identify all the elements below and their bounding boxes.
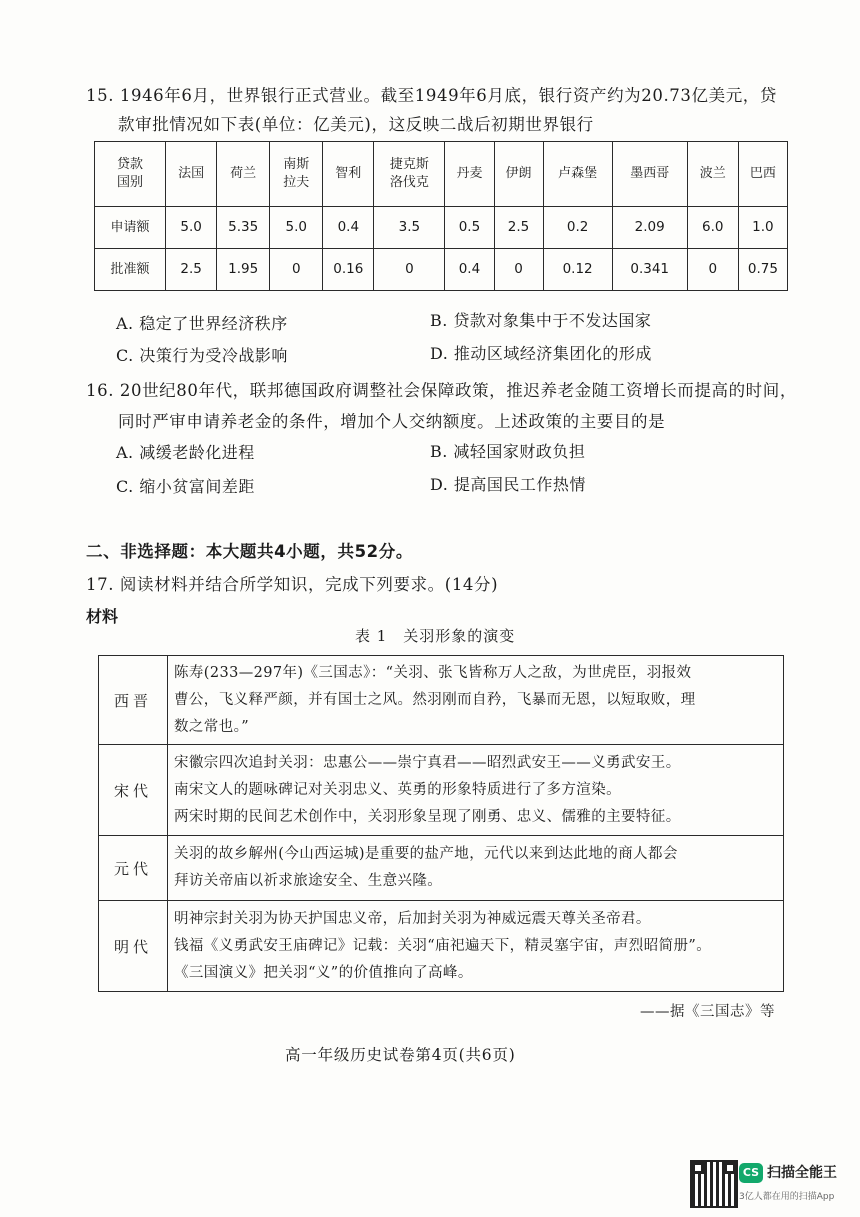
content-line: 两宋时期的民间艺术创作中，关羽形象呈现了刚勇、忠义、儒雅的主要特征。 (174, 808, 681, 825)
header-cell-brazil: 巴西 (738, 142, 787, 207)
table-row (99, 901, 784, 992)
table-cell: 2.5 (166, 249, 217, 291)
content-cell (168, 901, 784, 992)
header-cell-yugoslavia: 南斯 拉夫 (270, 142, 323, 207)
content-line: 关羽的故乡解州(今山西运城)是重要的盐产地，元代以来到达此地的商人都会 (174, 846, 678, 862)
table-title: 表 1 关羽形象的演变 (355, 627, 516, 645)
loan-table-header-row (95, 142, 788, 207)
content-line: 拜访关帝庙以祈求旅途安全、生意兴隆。 (174, 873, 443, 889)
content-line: 明神宗封关羽为协天护国忠义帝，后加封关羽为神威远震天尊关圣帝君。 (174, 910, 651, 927)
era-cell: 宋代 (99, 745, 168, 836)
loan-table (94, 141, 788, 291)
header-cell-iran: 伊朗 (494, 142, 543, 207)
q16-stem-line2: 同时严审申请养老金的条件，增加个人交纳额度。上述政策的主要目的是 (118, 412, 666, 431)
table-cell: 0.75 (738, 249, 787, 291)
q15-option-b: B. 贷款对象集中于不发达国家 (430, 311, 652, 330)
header-cell-label: 贷款 国别 (95, 142, 166, 207)
q16-option-c: C. 缩小贫富间差距 (116, 477, 255, 496)
header-cell-netherlands: 荷兰 (217, 142, 270, 207)
content-line: 宋徽宗四次追封关羽：忠惠公——崇宁真君——昭烈武安王——义勇武安王。 (174, 754, 681, 771)
table-cell: 0 (687, 249, 738, 291)
row-label-approved: 批准额 (95, 249, 166, 291)
q15-option-d: D. 推动区域经济集团化的形成 (430, 344, 652, 363)
scanner-slogan: 3亿人都在用的扫描App (739, 1192, 835, 1202)
era-cell: 西晋 (99, 656, 168, 745)
q15-stem-line2: 款审批情况如下表(单位：亿美元)，这反映二战后初期世界银行 (118, 115, 594, 134)
table-cell: 0.16 (323, 249, 374, 291)
table-row (99, 836, 784, 901)
table-cell: 2.5 (494, 207, 543, 249)
content-line: 数之常也。” (174, 718, 250, 735)
q15-option-a: A. 稳定了世界经济秩序 (116, 314, 288, 333)
table-cell: 0.2 (543, 207, 612, 249)
content-line: 《三国演义》把关羽“义”的价值推向了高峰。 (174, 964, 473, 981)
table-cell: 0.5 (445, 207, 494, 249)
table-row (99, 656, 784, 745)
content-line: 曹公，飞义释严颜，并有国士之风。然羽刚而自矜，飞暴而无恩，以短取败，理 (174, 691, 696, 708)
table-cell: 5.0 (166, 207, 217, 249)
table-cell: 5.0 (270, 207, 323, 249)
header-cell-denmark: 丹麦 (445, 142, 494, 207)
header-cell-luxembourg: 卢森堡 (543, 142, 612, 207)
table-cell: 2.09 (612, 207, 687, 249)
content-line: 南宋文人的题咏碑记对关羽忠义、英勇的形象特质进行了多方渲染。 (174, 781, 621, 798)
source-citation: ——据《三国志》等 (640, 1004, 775, 1020)
table-cell: 3.5 (374, 207, 445, 249)
table-cell: 1.95 (217, 249, 270, 291)
section-heading: 二、非选择题：本大题共4小题，共52分。 (86, 542, 413, 561)
header-cell-czechoslovakia: 捷克斯 洛伐克 (374, 142, 445, 207)
header-cell-chile: 智利 (323, 142, 374, 207)
loan-table-row-applied (95, 207, 788, 249)
q15-stem-line1: 15. 1946年6月，世界银行正式营业。截至1949年6月底，银行资产约为20.73亿美元，贷 (86, 86, 777, 105)
q16-option-b: B. 减轻国家财政负担 (430, 442, 586, 461)
table-cell: 0.341 (612, 249, 687, 291)
table-row (99, 745, 784, 836)
q17-stem: 17. 阅读材料并结合所学知识，完成下列要求。(14分) (86, 575, 499, 594)
table-cell: 0.12 (543, 249, 612, 291)
table-cell: 0 (374, 249, 445, 291)
qr-code-icon (690, 1160, 738, 1208)
material-label: 材料 (86, 607, 119, 626)
header-cell-poland: 波兰 (687, 142, 738, 207)
table-cell: 0 (494, 249, 543, 291)
q15-option-c: C. 决策行为受冷战影响 (116, 346, 288, 365)
era-cell: 明代 (99, 901, 168, 992)
loan-table-row-approved (95, 249, 788, 291)
content-cell (168, 656, 784, 745)
q16-option-a: A. 减缓老龄化进程 (116, 443, 255, 462)
table-cell: 5.35 (217, 207, 270, 249)
row-label-applied: 申请额 (95, 207, 166, 249)
content-line: 钱福《义勇武安王庙碑记》记载：关羽“庙祀遍天下，精灵塞宇宙，声烈昭简册”。 (174, 937, 712, 954)
content-cell (168, 745, 784, 836)
q16-stem-line1: 16. 20世纪80年代，联邦德国政府调整社会保障政策，推迟养老金随工资增长而提高的时间， (86, 381, 797, 400)
content-line: 陈寿(233—297年)《三国志》：“关羽、张飞皆称万人之敌，为世虎臣，羽报效 (174, 664, 692, 681)
guan-yu-table (98, 655, 784, 992)
q16-option-d: D. 提高国民工作热情 (430, 475, 586, 494)
scanner-app-name: 扫描全能王 (767, 1165, 837, 1181)
content-cell (168, 836, 784, 901)
table-cell: 0.4 (445, 249, 494, 291)
table-cell: 0 (270, 249, 323, 291)
header-cell-mexico: 墨西哥 (612, 142, 687, 207)
header-cell-france: 法国 (166, 142, 217, 207)
camscanner-logo-icon: CS (739, 1163, 763, 1183)
page-footer: 高一年级历史试卷第4页(共6页) (285, 1046, 516, 1064)
era-cell: 元代 (99, 836, 168, 901)
table-cell: 0.4 (323, 207, 374, 249)
table-cell: 1.0 (738, 207, 787, 249)
table-cell: 6.0 (687, 207, 738, 249)
